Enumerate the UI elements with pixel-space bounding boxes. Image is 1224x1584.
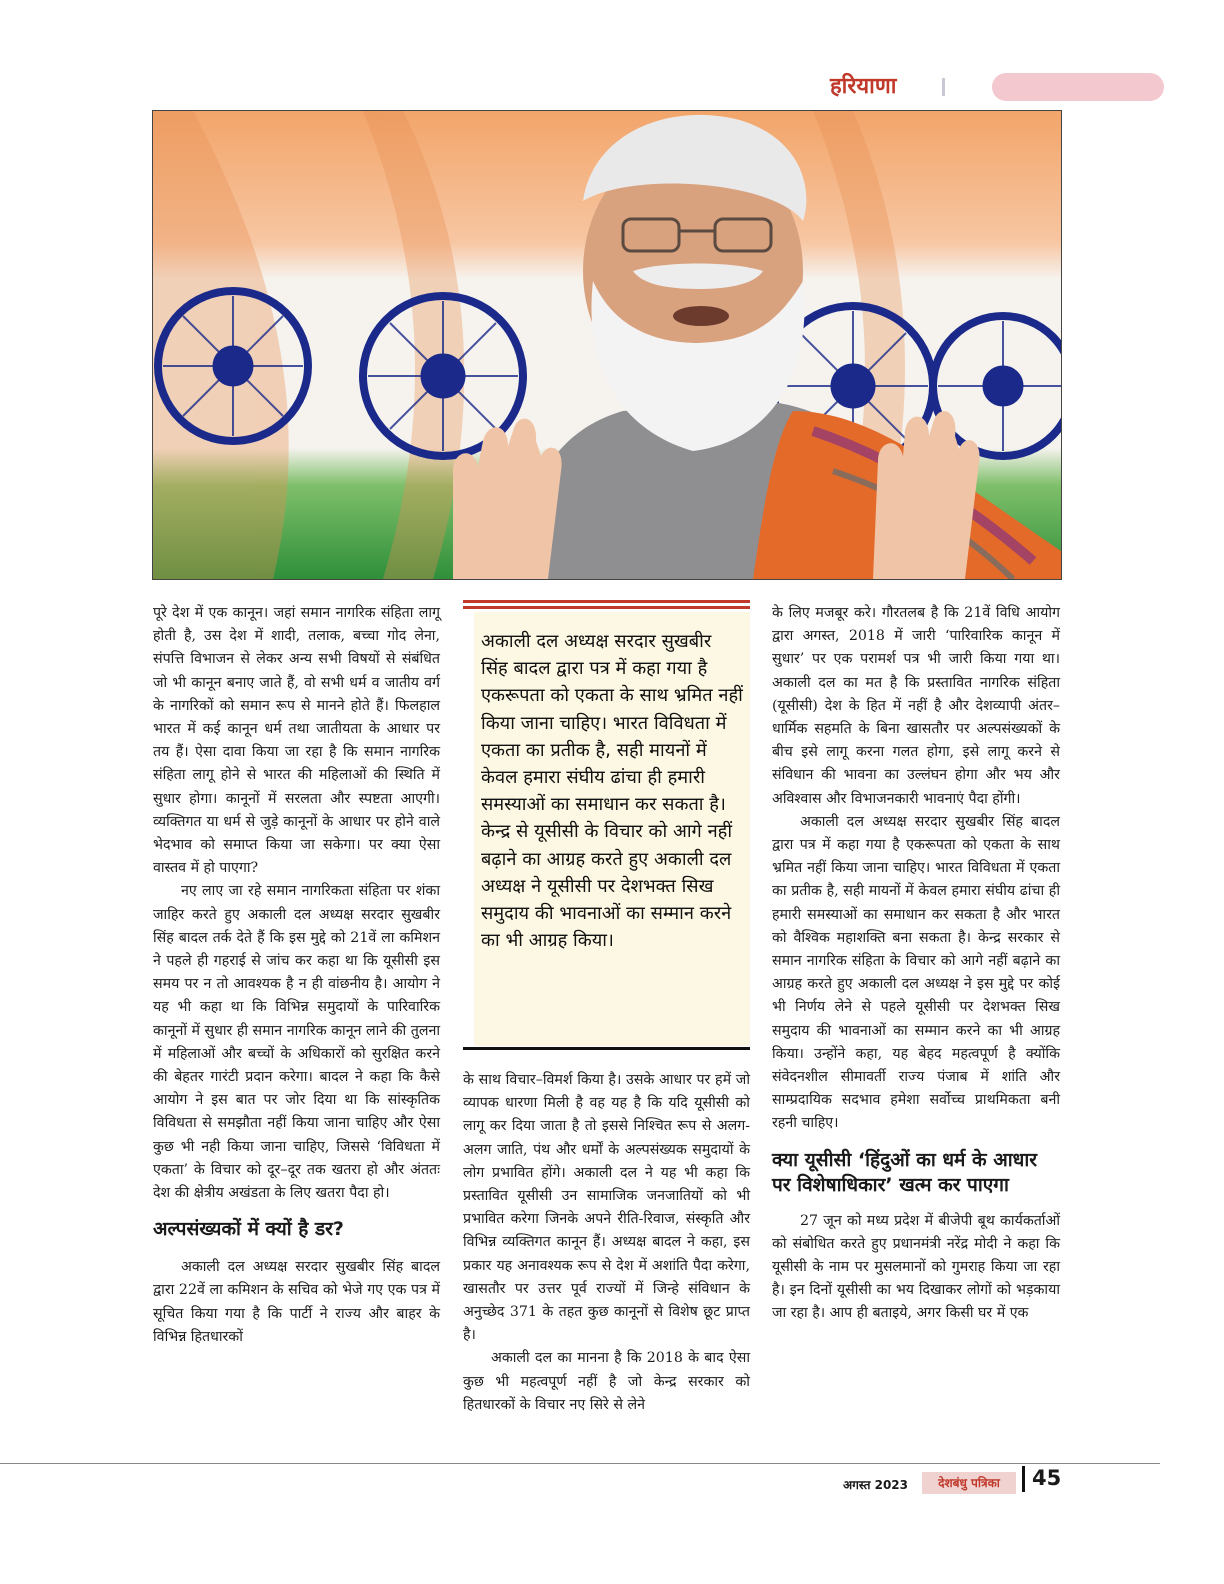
- lead-photo: [152, 110, 1062, 580]
- article-column-1: [153, 602, 440, 1349]
- article-column-2: [463, 1069, 750, 1417]
- article-paragraph: के साथ विचार–विमर्श किया है। उसके आधार पर हमें जो व्यापक धारणा मिली है वह यह है कि यदि यूसीसी को लागू कर दिया जाता है तो इससे निश्चित रूप से अलग-अलग जाति, पंथ और धर्मों के अल्पसंख्यक समुदायों के लोग प्रभावित होंगे। अकाली दल ने यह भी कहा कि प्रस्तावित यूसीसी उन सामाजिक जनजातियों को भी प्रभावित करेगा जिनके अपने रीति-रिवाज, संस्कृति और विभिन्न व्यक्तिगत कानून हैं। अध्यक्ष बादल ने कहा, इस प्रकार यह अनावश्यक रूप से देश में अशांति पैदा करेगा, खासतौर पर उत्तर पूर्व राज्यों में जिन्हे संविधान के अनुच्छेद 371 के तहत कुछ कानूनों से विशेष छूट प्राप्त है।: [463, 1072, 750, 1344]
- footer-divider: [1022, 1466, 1025, 1492]
- article-paragraph: नए लाए जा रहे समान नागरिकता संहिता पर शंका जाहिर करते हुए अकाली दल अध्यक्ष सरदार सुखबीर सिंह बादल तर्क देते हैं कि इस मुद्दे को 21वें ला कमिशन ने पहले ही गहराई से जांच कर कहा था कि यूसीसी इस समय पर न तो आवश्यक है न ही वांछनीय है। आयोग ने यह भी कहा था कि विभिन्न समुदायों के पारिवारिक कानूनों में सुधार ही समान नागरिक कानून लाने की तुलना में महिलाओं और बच्चों के अधिकारों को सुरक्षित करने की बेहतर गारंटी प्रदान करेगा। बादल ने कहा कि कैसे आयोग ने इस बात पर जोर दिया था कि सांस्कृतिक विविधता से समझौता नहीं किया जाना चाहिए और ऐसा कुछ भी नही किया जाना चाहिए, जिससे ‘विविधता में एकता’ के विचार को दूर–दूर तक खतरा हो और अंततः देश की क्षेत्रीय अखंडता के लिए खतरा पैदा हो।: [153, 883, 440, 1202]
- section-pill-decoration: [992, 73, 1164, 101]
- article-paragraph: अकाली दल का मानना है कि 2018 के बाद ऐसा कुछ भी महत्वपूर्ण नहीं है जो केन्द्र सरकार को हितधारकों के विचार नए सिरे से लेने: [463, 1350, 750, 1413]
- footer-rule: [0, 1463, 1160, 1464]
- subheading: अल्पसंख्यकों में क्यों है डर?: [153, 1218, 344, 1241]
- magazine-logo: देशबंधु पत्रिका: [922, 1472, 1016, 1494]
- article-paragraph: के लिए मजबूर करे। गौरतलब है कि 21वें विधि आयोग द्वारा अगस्त, 2018 में जारी ‘पारिवारिक कानून में सुधार’ पर एक परामर्श पत्र भी जारी किया गया था। अकाली दल का मत है कि प्रस्तावित नागरिक संहिता (यूसीसी) देश के हित में नहीं है और देशव्यापी अंतर–धार्मिक सहमति के बिना खासतौर पर अल्पसंख्यकों के बीच इसे लागू करना गलत होगा, इसे लागू करने से संविधान की भावना का उल्लंघन होगा और भय और अविश्वास और विभाजनकारी भावनाएं पैदा होंगी।: [772, 605, 1060, 807]
- pull-quote-rule-top-2: [463, 606, 750, 609]
- article-paragraph: पूरे देश में एक कानून। जहां समान नागरिक संहिता लागू होती है, उस देश में शादी, तलाक, बच्चा गोद लेना, संपत्ति विभाजन से लेकर अन्य सभी विषयों से संबंधित जो भी कानून बनाए जाते हैं, वो सभी धर्म व जातीय वर्ग के नागरिकों को समान रूप से मानने होते हैं। फिलहाल भारत में कई कानून धर्म तथा जातीयता के आधार पर तय हैं। ऐसा दावा किया जा रहा है कि समान नागरिक संहिता लागू होने से भारत की महिलाओं की स्थिति में सुधार होगा। कानूनों में सरलता और स्पष्टता आएगी। व्यक्तिगत या धर्म से जुड़े कानूनों के आधार पर होने वाले भेदभाव को समाप्त किया जा सकेगा। पर क्या ऐसा वास्तव में हो पाएगा?: [153, 605, 440, 877]
- pull-quote-rule-bottom: [463, 1047, 750, 1050]
- subheading: क्या यूसीसी ‘हिंदुओं का धर्म के आधार पर विशेषाधिकार’ खत्म कर पाएगा: [772, 1148, 1038, 1196]
- pull-quote: अकाली दल अध्यक्ष सरदार सुखबीर सिंह बादल द्वारा पत्र में कहा गया है एकरूपता को एकता के साथ भ्रमित नहीं किया जाना चाहिए। भारत विविधता में एकता का प्रतीक है, सही मायनों में केवल हमारा संघीय ढांचा ही हमारी समस्याओं का समाधान कर सकता है। केन्द्र से यूसीसी के विचार को आगे नहीं बढ़ाने का आग्रह करते हुए अकाली दल अध्यक्ष ने यूसीसी पर देशभक्त सिख समुदाय की भावनाओं का सम्मान करने का भी आग्रह किया।: [481, 631, 743, 952]
- article-column-3: [772, 602, 1060, 1326]
- page-number: 45: [1032, 1466, 1062, 1490]
- pull-quote-rule-top: [463, 600, 750, 603]
- article-paragraph: 27 जून को मध्य प्रदेश में बीजेपी बूथ कार्यकर्ताओं को संबोधित करते हुए प्रधानमंत्री नरेंद्र मोदी ने कहा कि यूसीसी के नाम पर मुसलमानों को गुमराह किया जा रहा है। इन दिनों यूसीसी का भय दिखाकर लोगों को भड़काया जा रहा है। आप ही बताइये, अगर किसी घर में एक: [772, 1212, 1060, 1322]
- footer-date: अगस्त 2023: [843, 1478, 909, 1492]
- article-paragraph: अकाली दल अध्यक्ष सरदार सुखबीर सिंह बादल द्वारा 22वें ला कमिशन के सचिव को भेजे गए एक पत्र में सूचित किया गया है कि पार्टी ने राज्य और बाहर के विभिन्न हितधारकों: [153, 1259, 440, 1345]
- speaker-photo-icon: [153, 111, 1061, 579]
- section-separator: [942, 78, 945, 96]
- section-label: हरियाणा: [830, 74, 897, 99]
- article-paragraph: अकाली दल अध्यक्ष सरदार सुखबीर सिंह बादल द्वारा पत्र में कहा गया है एकरूपता को एकता के साथ भ्रमित नहीं किया जाना चाहिए। भारत विविधता में एकता का प्रतीक है, सही मायनों में केवल हमारा संघीय ढांचा ही हमारी समस्याओं का समाधान कर सकता है और भारत को वैश्विक महाशक्ति बना सकता है। केन्द्र सरकार से समान नागरिक संहिता के विचार को आगे नहीं बढ़ाने का आग्रह करते हुए अकाली दल अध्यक्ष ने इस मुद्दे पर कोई भी निर्णय लेने से पहले यूसीसी पर देशभक्त सिख समुदाय की भावनाओं का सम्मान करने का भी आग्रह किया। उन्होंने कहा, यह बेहद महत्वपूर्ण है क्योंकि संवेदनशील सीमावर्ती राज्य पंजाब में शांति और साम्प्रदायिक सदभाव हमेशा सर्वोच्च प्राथमिकता बनी रहनी चाहिए।: [772, 813, 1060, 1132]
